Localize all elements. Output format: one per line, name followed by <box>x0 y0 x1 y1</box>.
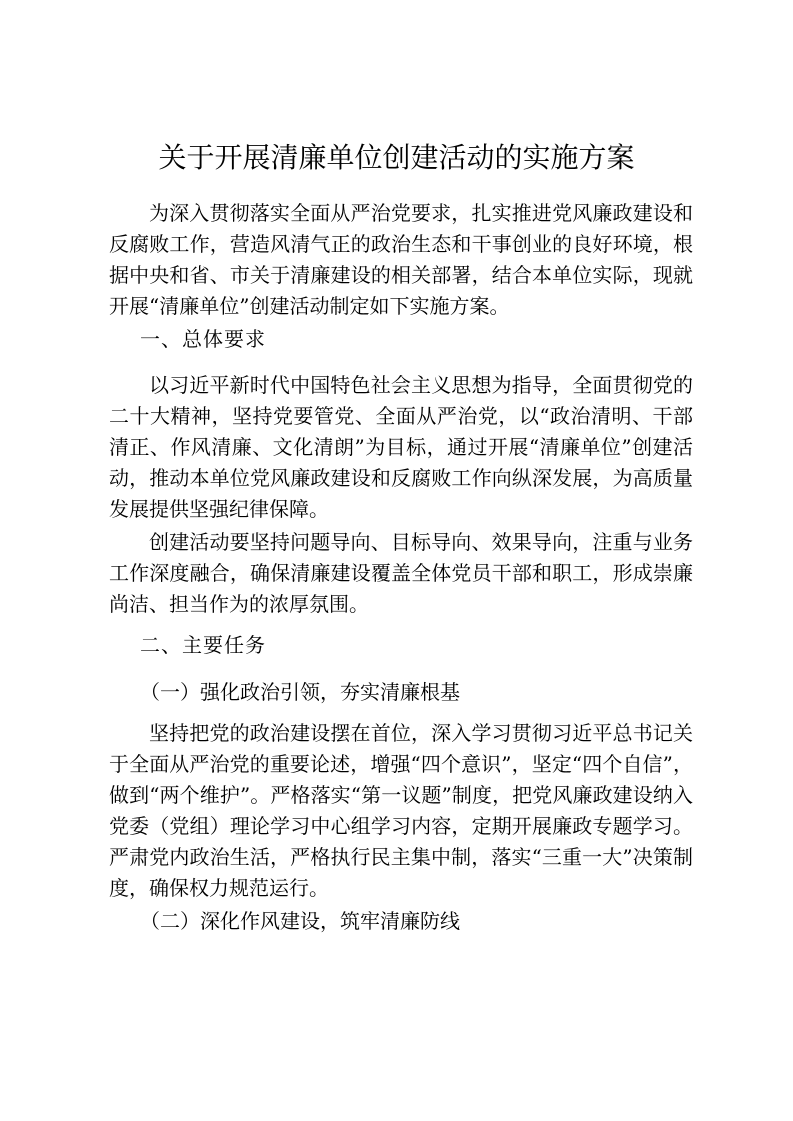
section-heading-2: 二、主要任务 <box>140 633 266 657</box>
intro-paragraph: 为深入贯彻落实全面从严治党要求，扎实推进党风廉政建设和反腐败工作，营造风清气正的政治生态和干事创业的良好环境，根据中央和省、市关于清廉建设的相关部署，结合本单位实际，现就开展“清廉单位”创建活动制定如下实施方案。 <box>109 201 693 318</box>
subsection-heading-1: （一）强化政治引领，夯实清廉根基 <box>140 680 460 704</box>
subsection-heading-2: （二）深化作风建设，筑牢清廉防线 <box>140 909 460 933</box>
section-heading-1: 一、总体要求 <box>140 327 266 351</box>
document-title: 关于开展清廉单位创建活动的实施方案 <box>158 141 635 174</box>
subsection1-paragraph: 坚持把党的政治建设摆在首位，深入学习贯彻习近平总书记关于全面从严治党的重要论述，增强“四个意识”，坚定“四个自信”，做到“两个维护”。严格落实“第一议题”制度，把党风廉政建设纳入党委（党组）理论学习中心组学习内容，定期开展廉政专题学习。严肃党内政治生活，严格执行民主集中制，落实“三重一大”决策制度，确保权力规范运行。 <box>109 721 693 900</box>
section1-paragraph-2: 创建活动要坚持问题导向、目标导向、效果导向，注重与业务工作深度融合，确保清廉建设覆盖全体党员干部和职工，形成崇廉尚洁、担当作为的浓厚氛围。 <box>109 530 693 616</box>
section1-paragraph-1: 以习近平新时代中国特色社会主义思想为指导，全面贯彻党的二十大精神，坚持党要管党、全面从严治党，以“政治清明、干部清正、作风清廉、文化清朗”为目标，通过开展“清廉单位”创建活动，推动本单位党风廉政建设和反腐败工作向纵深发展，为高质量发展提供坚强纪律保障。 <box>109 373 693 521</box>
